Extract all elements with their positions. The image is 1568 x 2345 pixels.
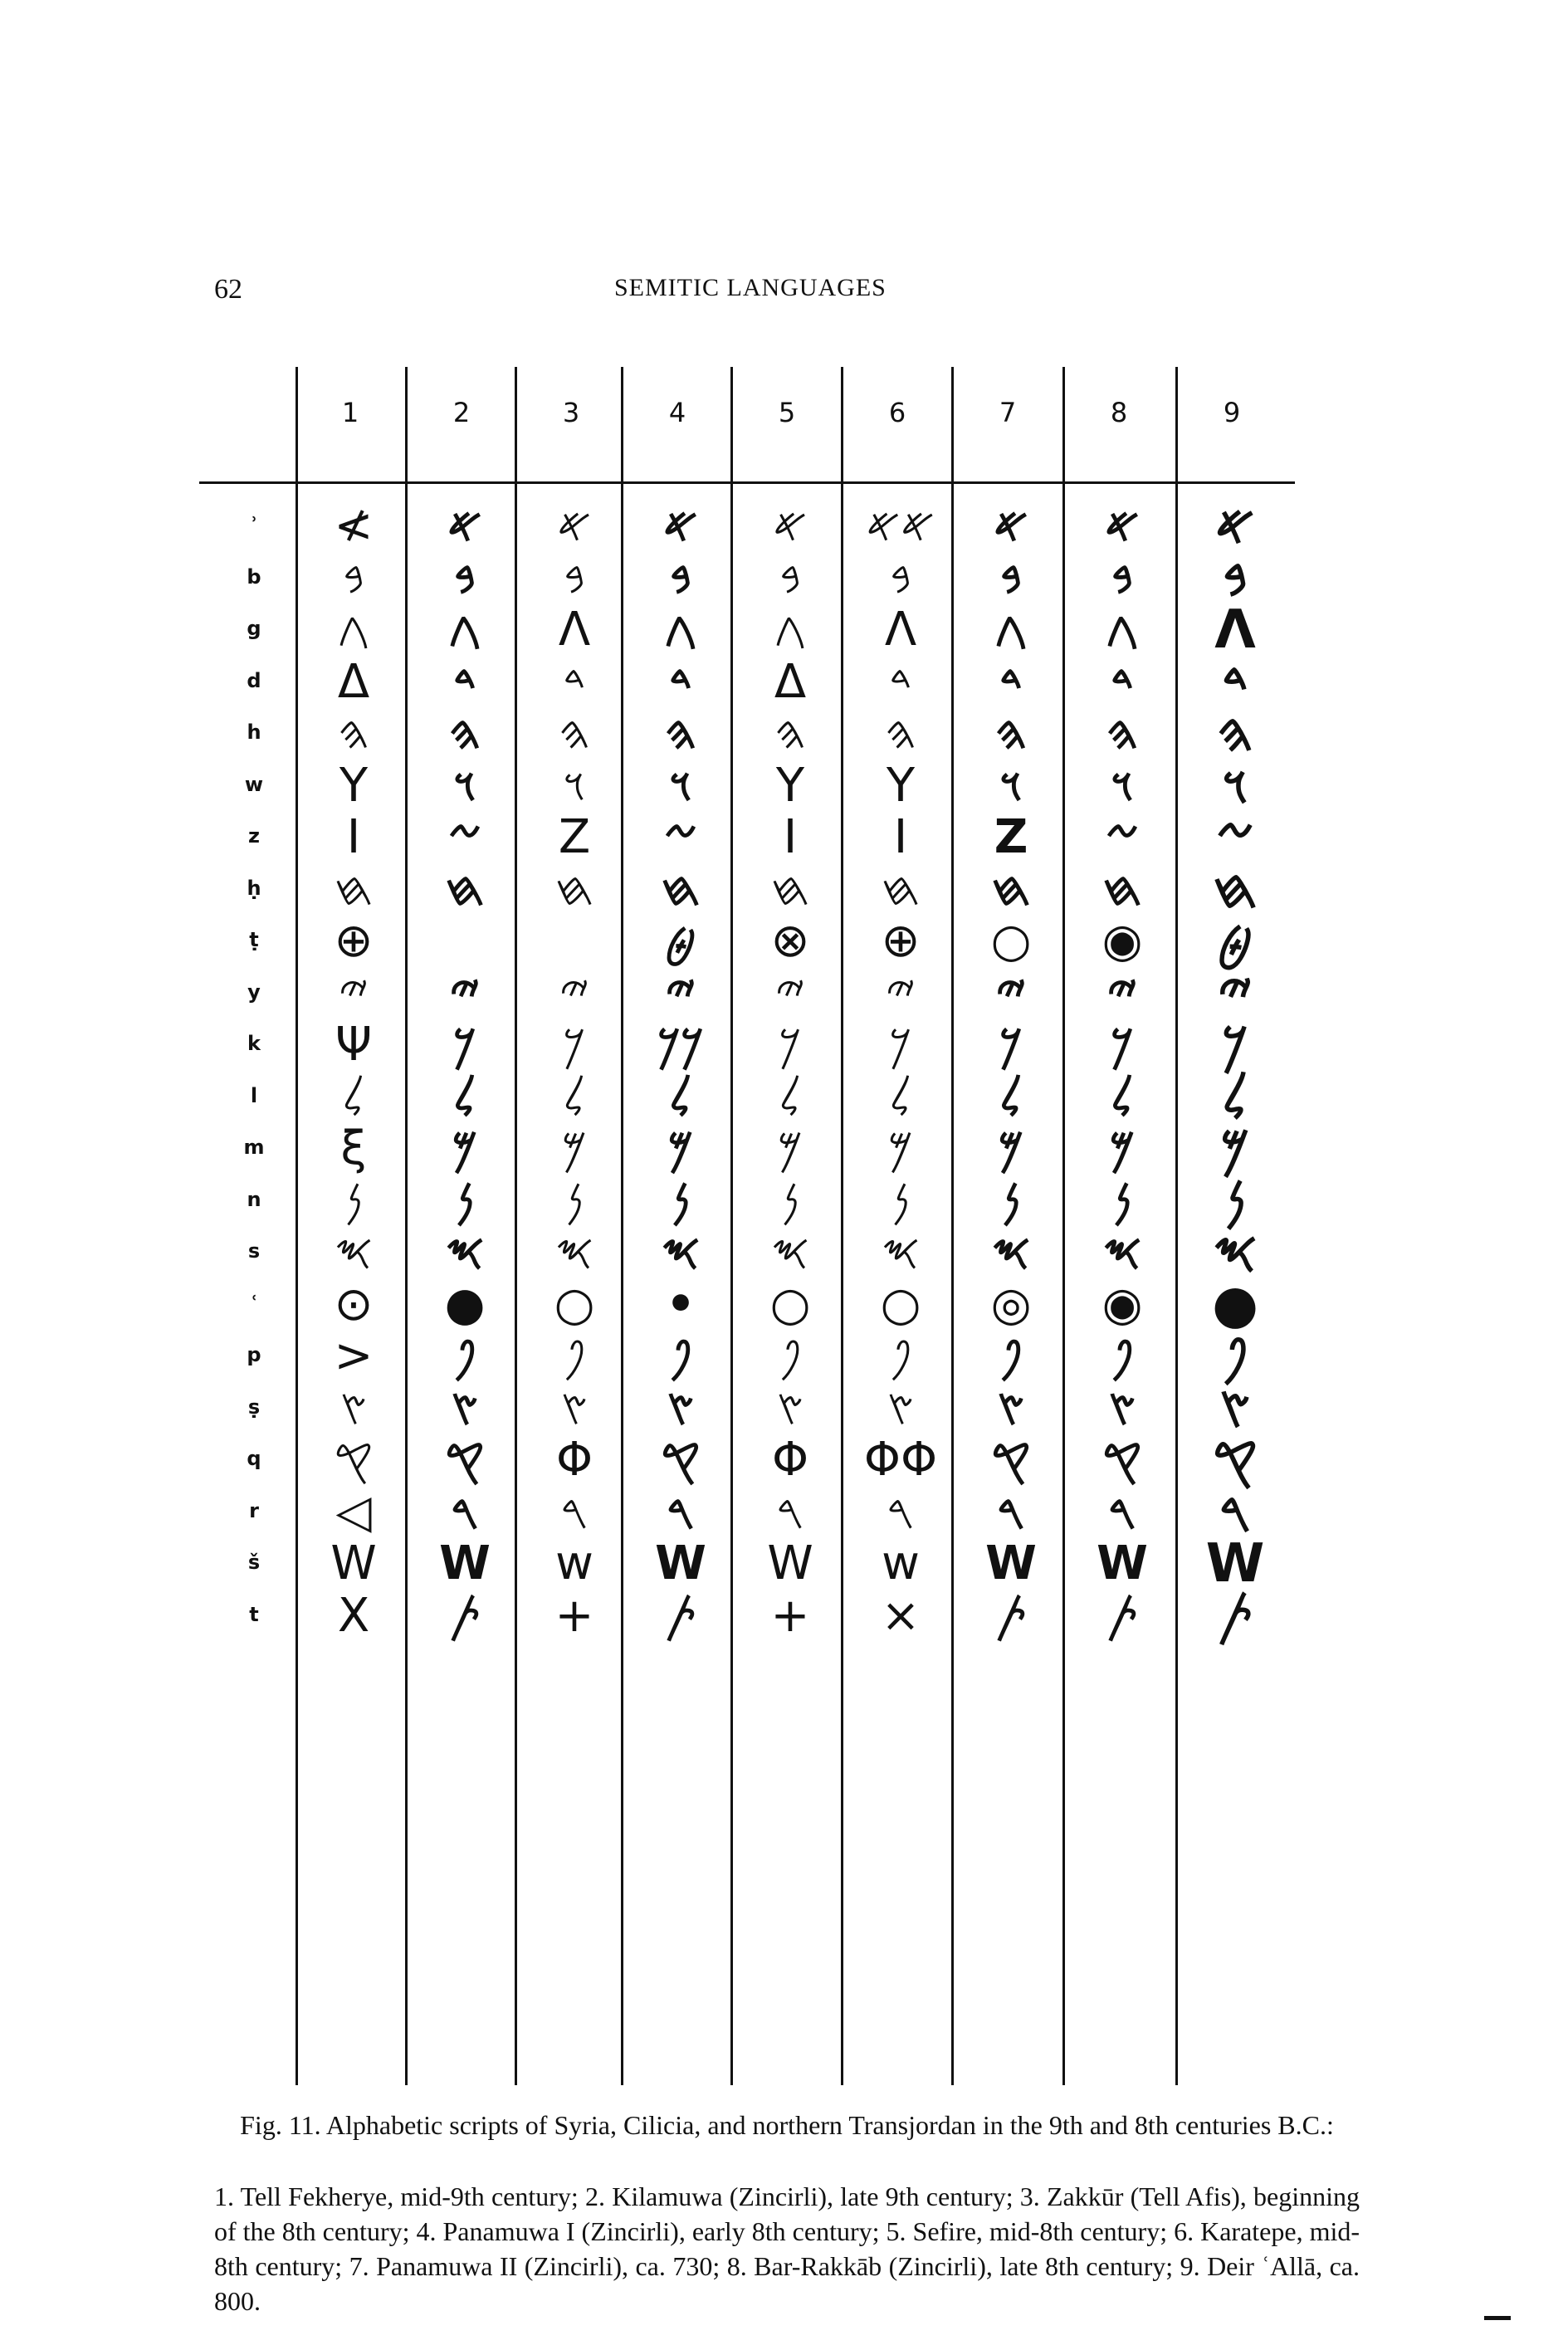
script-glyph: ◉: [1102, 914, 1143, 968]
script-glyph: ⊗: [770, 914, 810, 968]
script-glyph: 𐤌: [887, 1121, 914, 1175]
script-glyph: 𐤋: [889, 1069, 912, 1124]
script-glyph: 𐤉: [339, 965, 369, 1020]
running-head: SEMITIC LANGUAGES: [614, 274, 887, 301]
script-glyph: ◎: [990, 1277, 1032, 1331]
row-label: t: [249, 1602, 259, 1626]
script-glyph: 𐤇: [554, 862, 594, 916]
script-glyph: 𐤎: [1213, 1222, 1258, 1283]
row-label: ṣ: [247, 1395, 261, 1419]
script-glyph: 𐤌: [561, 1121, 588, 1175]
figure-caption-title: Fig. 11. Alphabetic scripts of Syria, Cilicia, and northern Transjordan in the 9th and 8th centuries B.C.:: [240, 2110, 1334, 2140]
column-header-3: 3: [562, 397, 580, 428]
script-glyph: 𐤇: [881, 862, 921, 916]
script-glyph: 𐤉: [666, 965, 696, 1020]
script-glyph: 𐤑: [451, 1380, 479, 1435]
script-glyph: 𐤇: [445, 862, 485, 916]
row-label: s: [247, 1239, 261, 1263]
script-glyph: 𐤑: [560, 1380, 589, 1435]
header-rule: [199, 481, 1295, 484]
script-glyph: 𐤒: [334, 1433, 374, 1487]
script-glyph: ●: [444, 1277, 486, 1331]
script-glyph: ○: [990, 914, 1032, 968]
script-glyph: 𐤅: [669, 758, 692, 813]
script-glyph: 𐤍: [672, 1173, 690, 1228]
script-glyph: 𐤒: [1102, 1433, 1142, 1487]
script-glyph: 𐤉: [996, 965, 1026, 1020]
script-glyph: 𐤕: [449, 1588, 481, 1643]
script-glyph: 𐤅: [1222, 755, 1248, 817]
script-glyph: I: [783, 810, 798, 864]
column-rule: [841, 367, 843, 2085]
script-glyph: 𐤀: [1215, 496, 1255, 557]
script-glyph: 𐤁: [1223, 547, 1248, 609]
column-header-2: 2: [452, 397, 471, 428]
row-label: g: [247, 617, 261, 640]
script-glyph: 𐤄: [1106, 706, 1138, 760]
script-glyph: ●: [1212, 1273, 1258, 1336]
script-glyph: 𐤐: [779, 1329, 802, 1383]
row-label: h: [247, 721, 261, 744]
script-glyph: 𐤊: [1222, 1014, 1248, 1076]
script-glyph: 𐤁: [670, 550, 691, 605]
script-glyph: 𐤋: [669, 1069, 692, 1124]
script-glyph: 𐤃: [1222, 651, 1248, 713]
script-glyph: ×: [881, 1588, 921, 1643]
row-label: ḥ: [247, 876, 261, 900]
script-glyph: 𐤁: [890, 550, 911, 605]
script-glyph: W: [767, 1536, 813, 1590]
script-glyph: 𐤅: [563, 758, 586, 813]
script-glyph: Z: [994, 810, 1028, 864]
script-glyph: W: [985, 1536, 1037, 1590]
row-label: ṭ: [249, 928, 259, 951]
script-glyph: 𐤇: [1102, 862, 1142, 916]
script-glyph: 𐤉: [1218, 962, 1253, 1024]
script-glyph: W: [1097, 1536, 1148, 1590]
script-glyph: 𐤎: [1102, 1225, 1142, 1279]
script-glyph: 𐤍: [891, 1173, 910, 1228]
row-label: ʾ: [250, 513, 258, 536]
row-label: w: [244, 772, 264, 796]
script-glyph: 𐤍: [456, 1173, 474, 1228]
script-glyph: 𐤄: [338, 706, 369, 760]
column-header-8: 8: [1110, 397, 1128, 428]
script-glyph: 𐤎: [770, 1225, 810, 1279]
script-glyph: Y: [339, 758, 369, 813]
script-glyph: 𐤆: [1216, 807, 1254, 868]
script-glyph: 𐤋: [563, 1069, 586, 1124]
script-glyph: 𐤑: [887, 1380, 915, 1435]
script-glyph: ⊕: [334, 914, 374, 968]
script-glyph: 𐤕: [1106, 1588, 1138, 1643]
script-glyph: 𐤃: [453, 654, 476, 709]
row-label: š: [247, 1551, 261, 1574]
column-header-4: 4: [668, 397, 686, 428]
script-glyph: 𐤒: [991, 1433, 1031, 1487]
script-glyph: ◉: [1102, 1277, 1143, 1331]
script-glyph: 𐤁: [779, 550, 801, 605]
script-glyph: 𐤉: [775, 965, 805, 1020]
script-glyph: w: [882, 1536, 920, 1590]
row-label: y: [247, 980, 261, 1004]
script-glyph: 𐤈: [1217, 911, 1253, 972]
page-number: 62: [214, 274, 242, 305]
script-glyph: 𐤊𐤊: [657, 1018, 704, 1072]
script-glyph: 𐤁: [1111, 550, 1133, 605]
script-glyph: 𐤂: [1106, 603, 1139, 657]
row-label: q: [247, 1447, 261, 1470]
script-glyph: 𐤌: [1109, 1121, 1136, 1175]
script-glyph: Z: [558, 810, 591, 864]
script-glyph: 𐤁: [1000, 550, 1022, 605]
script-glyph: 𐤍: [565, 1173, 584, 1228]
row-label: n: [247, 1187, 261, 1211]
script-glyph: 𐤄: [885, 706, 916, 760]
script-glyph: 𐤍: [781, 1173, 799, 1228]
corner-mark: [1484, 2316, 1511, 2320]
script-glyph: 𐤊: [563, 1018, 586, 1072]
script-glyph: 𐤃: [889, 654, 912, 709]
script-glyph: 𐤁: [454, 550, 476, 605]
script-glyph: 𐤋: [342, 1069, 365, 1124]
row-label: m: [243, 1136, 265, 1159]
column-header-5: 5: [778, 397, 796, 428]
script-glyph: 𐤒: [661, 1433, 701, 1487]
script-glyph: 𐤂: [774, 603, 807, 657]
script-glyph: 𐤇: [661, 862, 701, 916]
script-glyph: 𐤕: [995, 1588, 1027, 1643]
script-glyph: 𐤎: [334, 1225, 374, 1279]
script-glyph: 𐤇: [770, 862, 810, 916]
script-glyph: 𐤑: [776, 1380, 804, 1435]
script-glyph: Y: [775, 758, 805, 813]
script-glyph: W: [655, 1536, 706, 1590]
script-glyph: 𐤅: [453, 758, 476, 813]
column-rule: [405, 367, 408, 2085]
script-glyph: 𐤓: [776, 1484, 804, 1539]
column-rule: [951, 367, 954, 2085]
script-glyph: 𐤎: [661, 1225, 701, 1279]
script-glyph: •: [666, 1277, 696, 1331]
script-glyph: 𐤊: [779, 1018, 802, 1072]
script-glyph: 𐤍: [1224, 1170, 1246, 1232]
script-glyph: 𐤄: [559, 706, 590, 760]
row-label: b: [247, 564, 261, 589]
script-glyph: 𐤄: [995, 706, 1027, 760]
column-rule: [730, 367, 733, 2085]
script-glyph: 𐤕: [665, 1588, 696, 1643]
script-glyph: 𐤑: [1108, 1380, 1136, 1435]
script-glyph: Λ: [1214, 599, 1256, 661]
script-glyph: 𐤑: [667, 1380, 695, 1435]
script-glyph: 𐤌: [777, 1121, 804, 1175]
script-glyph: +: [554, 1588, 594, 1643]
script-glyph: ○: [880, 1277, 921, 1331]
script-glyph: 𐤒: [1213, 1429, 1258, 1491]
column-rule: [296, 367, 298, 2085]
script-glyph: 𐤊: [889, 1018, 912, 1072]
script-glyph: 𐤀: [773, 499, 808, 553]
column-rule: [515, 367, 517, 2085]
script-glyph: 𐤍: [344, 1173, 363, 1228]
script-glyph: 𐤓: [451, 1484, 479, 1539]
script-glyph: 𐤃: [669, 654, 692, 709]
script-glyph: 𐤉: [1107, 965, 1137, 1020]
row-label: d: [247, 668, 261, 692]
script-glyph: I: [893, 810, 908, 864]
script-glyph: 𐤓: [560, 1484, 589, 1539]
script-glyph: 𐤐: [669, 1329, 692, 1383]
script-glyph: Δ: [774, 654, 807, 709]
script-glyph: 𐤃: [563, 654, 586, 709]
script-glyph: 𐤀: [1105, 499, 1140, 553]
script-glyph: 𐤓: [1219, 1481, 1252, 1543]
script-glyph: Y: [886, 758, 916, 813]
script-glyph: 𐤎: [881, 1225, 921, 1279]
script-glyph: 𐤆: [664, 810, 697, 864]
script-glyph: 𐤉: [559, 965, 589, 1020]
script-glyph: 𐤒: [445, 1433, 485, 1487]
column-rule: [1062, 367, 1065, 2085]
script-glyph: ⊙: [334, 1277, 374, 1331]
script-glyph: 𐤑: [1219, 1377, 1251, 1439]
script-glyph: 𐤐: [453, 1329, 476, 1383]
script-glyph: 𐤑: [339, 1380, 368, 1435]
script-glyph: +: [770, 1588, 810, 1643]
script-glyph: [525, 916, 624, 966]
script-glyph: 𐤌: [452, 1121, 478, 1175]
script-glyph: 𐤌: [667, 1121, 694, 1175]
script-glyph: ξ: [340, 1121, 367, 1175]
column-header-6: 6: [888, 397, 906, 428]
script-glyph: ⊕: [881, 914, 921, 968]
script-glyph: X: [337, 1588, 370, 1643]
script-glyph: Λ: [558, 603, 591, 657]
script-glyph: Φ: [555, 1433, 593, 1487]
script-glyph: 𐤑: [997, 1380, 1025, 1435]
script-glyph: ○: [554, 1277, 595, 1331]
script-glyph: 𐤉: [450, 965, 480, 1020]
column-header-1: 1: [341, 397, 359, 428]
script-glyph: 𐤄: [1217, 703, 1253, 765]
script-glyph: 𐤅: [1111, 758, 1134, 813]
column-header-7: 7: [999, 397, 1017, 428]
script-glyph: w: [555, 1536, 593, 1590]
script-glyph: 𐤐: [563, 1329, 586, 1383]
script-glyph: 𐤎: [445, 1225, 485, 1279]
script-glyph: 𐤀𐤀: [866, 499, 935, 553]
script-glyph: 𐤍: [1002, 1173, 1020, 1228]
script-glyph: 𐤍: [1113, 1173, 1131, 1228]
script-glyph: 𐤋: [1111, 1069, 1134, 1124]
script-glyph: 𐤂: [448, 603, 481, 657]
script-glyph: 𐤐: [999, 1329, 1023, 1383]
script-glyph: 𐤉: [886, 965, 916, 1020]
row-label: l: [250, 1083, 258, 1107]
script-glyph: 𐤓: [667, 1484, 695, 1539]
script-glyph: 𐤁: [343, 550, 364, 605]
script-glyph: 𐤀: [663, 499, 698, 553]
script-glyph: 𐤊: [453, 1018, 476, 1072]
script-glyph: 𐤄: [774, 706, 806, 760]
script-glyph: 𐤎: [554, 1225, 594, 1279]
script-glyph: 𐤀: [557, 499, 592, 553]
script-glyph: 𐤈: [665, 914, 696, 968]
script-glyph: 𐤂: [994, 603, 1028, 657]
script-glyph: Ψ: [335, 1018, 373, 1072]
script-glyph: 𐤊: [999, 1018, 1023, 1072]
script-glyph: 𐤋: [453, 1069, 476, 1124]
row-label: r: [249, 1498, 259, 1522]
script-glyph: 𐤇: [991, 862, 1031, 916]
script-glyph: 𐤂: [337, 603, 370, 657]
script-glyph: W: [330, 1536, 377, 1590]
script-glyph: 𐤊: [1111, 1018, 1134, 1072]
script-glyph: 𐤌: [998, 1121, 1024, 1175]
script-glyph: 𐤆: [448, 810, 481, 864]
script-glyph: W: [1205, 1533, 1265, 1595]
row-label: k: [247, 1032, 261, 1055]
script-glyph: 𐤓: [1108, 1484, 1136, 1539]
row-label: p: [247, 1343, 261, 1366]
script-glyph: 𐤕: [1217, 1585, 1253, 1647]
script-glyph: 𐤋: [779, 1069, 802, 1124]
row-label: z: [248, 824, 260, 848]
script-glyph: 𐤄: [449, 706, 481, 760]
script-glyph: [415, 916, 515, 966]
script-glyph: 𐤅: [999, 758, 1023, 813]
script-glyph: ○: [769, 1277, 811, 1331]
script-glyph: 𐤁: [564, 550, 585, 605]
row-label: ʿ: [250, 1291, 258, 1315]
script-glyph: 𐤃: [999, 654, 1023, 709]
column-rule: [1175, 367, 1178, 2085]
script-glyph: 𐤓: [997, 1484, 1025, 1539]
script-glyph: 𐤐: [889, 1329, 912, 1383]
script-glyph: 𐤀: [447, 499, 482, 553]
script-glyph: 𐤃: [1111, 654, 1134, 709]
script-glyph: 𐤎: [991, 1225, 1031, 1279]
script-glyph: 𐤂: [664, 603, 697, 657]
script-glyph: ΦΦ: [863, 1433, 938, 1487]
script-glyph: 𐤄: [665, 706, 696, 760]
script-glyph: >: [334, 1329, 374, 1383]
script-glyph: 𐤋: [999, 1069, 1023, 1124]
script-glyph: Δ: [337, 654, 370, 709]
script-glyph: Φ: [771, 1433, 809, 1487]
script-glyph: 𐤇: [334, 862, 374, 916]
script-glyph: 𐤐: [1222, 1326, 1248, 1387]
script-glyph: 𐤐: [1111, 1329, 1134, 1383]
script-glyph: Λ: [884, 603, 917, 657]
script-glyph: 𐤓: [887, 1484, 915, 1539]
script-glyph: 𐤌: [1220, 1118, 1250, 1180]
column-header-9: 9: [1223, 397, 1241, 428]
script-glyph: 𐤀: [994, 499, 1028, 553]
figure-caption-body: 1. Tell Fekherye, mid-9th century; 2. Kilamuwa (Zincirli), late 9th century; 3. Zakkūr (Tell Afis), beginning of the 8th century; 4. Panamuwa I (Zincirli), early 8th century; 5. Sefire, mid-8th century; 6. Karatepe, mid-8th century; 7. Panamuwa II (Zincirli), ca. 730; 8. Bar-Rakkāb (Zincirli), late 8th century; 9. Deir ʿAllā, ca. 800.: [214, 2181, 1360, 2316]
script-glyph: 𐤇: [1213, 858, 1258, 921]
script-glyph: ≮: [334, 499, 374, 553]
script-glyph: ◁: [335, 1484, 372, 1539]
script-glyph: I: [346, 810, 361, 864]
script-glyph: 𐤋: [1222, 1066, 1248, 1128]
script-glyph: 𐤆: [1106, 810, 1139, 864]
script-glyph: W: [439, 1536, 491, 1590]
